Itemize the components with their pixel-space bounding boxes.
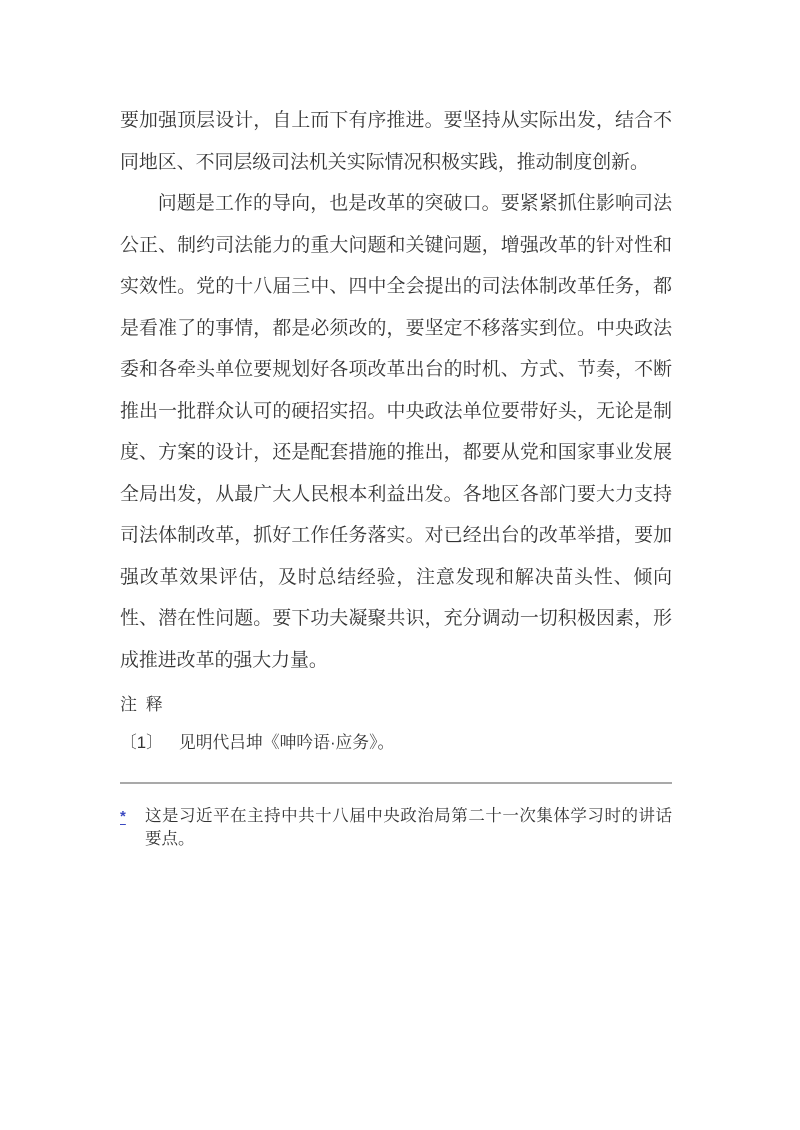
notes-section-heading: 注 释 xyxy=(120,695,165,714)
note-item xyxy=(120,731,672,755)
footnote xyxy=(120,805,672,851)
footnote-marker-column xyxy=(120,805,145,851)
note-number-marker: 〔1〕 xyxy=(120,733,163,752)
body-paragraph-continuation: 要加强顶层设计，自上而下有序推进。要坚持从实际出发，结合不同地区、不同层级司法机关实际情况积极实践，推动制度创新。 xyxy=(120,110,672,173)
footnote-text: 这是习近平在主持中共十八届中央政治局第二十一次集体学习时的讲话要点。 xyxy=(145,807,672,848)
footnote-divider-rule xyxy=(120,782,672,784)
note-text: 见明代吕坤《呻吟语·应务》。 xyxy=(178,733,395,752)
body-paragraph: 问题是工作的导向，也是改革的突破口。要紧紧抓住影响司法公正、制约司法能力的重大问题和关键问题，增强改革的针对性和实效性。党的十八届三中、四中全会提出的司法体制改革任务，都是看准了的事情，都是必须改的，要坚定不移落实到位。中央政法委和各牵头单位要规划好各项改革出台的时机、方式、节奏，不断推出一批群众认可的硬招实招。中央政法单位要带好头，无论是制度、方案的设计，还是配套措施的推出，都要从党和国家事业发展全局出发，从最广大人民根本利益出发。各地区各部门要大力支持司法体制改革，抓好工作任务落实。对已经出台的改革举措，要加强改革效果评估，及时总结经验，注意发现和解决苗头性、倾向性、潜在性问题。要下功夫凝聚共识，充分调动一切积极因素，形成推进改革的强大力量。 xyxy=(120,193,672,671)
footnote-asterisk-link[interactable]: * xyxy=(120,808,126,825)
